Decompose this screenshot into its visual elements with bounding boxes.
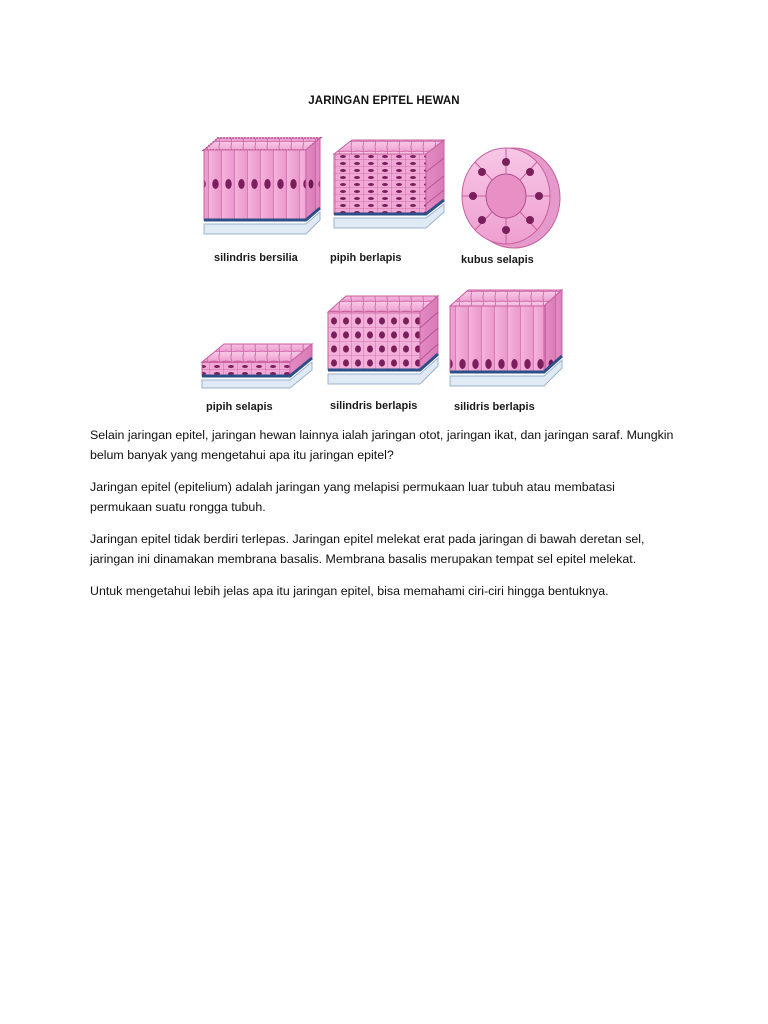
paragraph: Selain jaringan epitel, jaringan hewan lainnya ialah jaringan otot, jaringan ikat, dan jaringan saraf. Mungkin belum banyak yang mengetahui apa itu jaringan epitel? xyxy=(90,428,674,462)
caption-kubus-selapis: kubus selapis xyxy=(461,254,534,266)
caption-silindris-berlapis: silindris berlapis xyxy=(330,400,418,412)
epithelium-illustration xyxy=(196,132,572,412)
caption-pipih-selapis: pipih selapis xyxy=(206,401,273,412)
paragraph: Jaringan epitel tidak berdiri terlepas. Jaringan epitel melekat erat pada jaringan di bawah deretan sel, jaringan ini dinamakan membrana basalis. Membrana basalis merupakan tempat sel epitel melekat. xyxy=(90,532,645,566)
paragraph: Jaringan epitel (epitelium) adalah jaringan yang melapisi permukaan luar tubuh atau membatasi permukaan suatu rongga tubuh. xyxy=(90,480,615,514)
caption-silidris-berlapis: silidris berlapis xyxy=(454,401,535,412)
page-title: JARINGAN EPITEL HEWAN xyxy=(308,95,460,107)
block-silidris-berlapis-2 xyxy=(450,290,562,386)
epithelium-figure xyxy=(196,132,572,412)
block-pipih-selapis xyxy=(202,344,312,388)
block-silindris-bersilia xyxy=(204,138,320,234)
block-silindris-berlapis xyxy=(328,296,438,384)
caption-silindris-bersilia: silindris bersilia xyxy=(214,252,298,264)
block-kubus-selapis xyxy=(462,148,560,248)
caption-pipih-berlapis: pipih berlapis xyxy=(330,252,402,264)
block-pipih-berlapis xyxy=(334,140,444,228)
paragraph: Untuk mengetahui lebih jelas apa itu jaringan epitel, bisa memahami ciri-ciri hingga bentuknya. xyxy=(90,584,609,598)
body-text xyxy=(90,425,680,613)
